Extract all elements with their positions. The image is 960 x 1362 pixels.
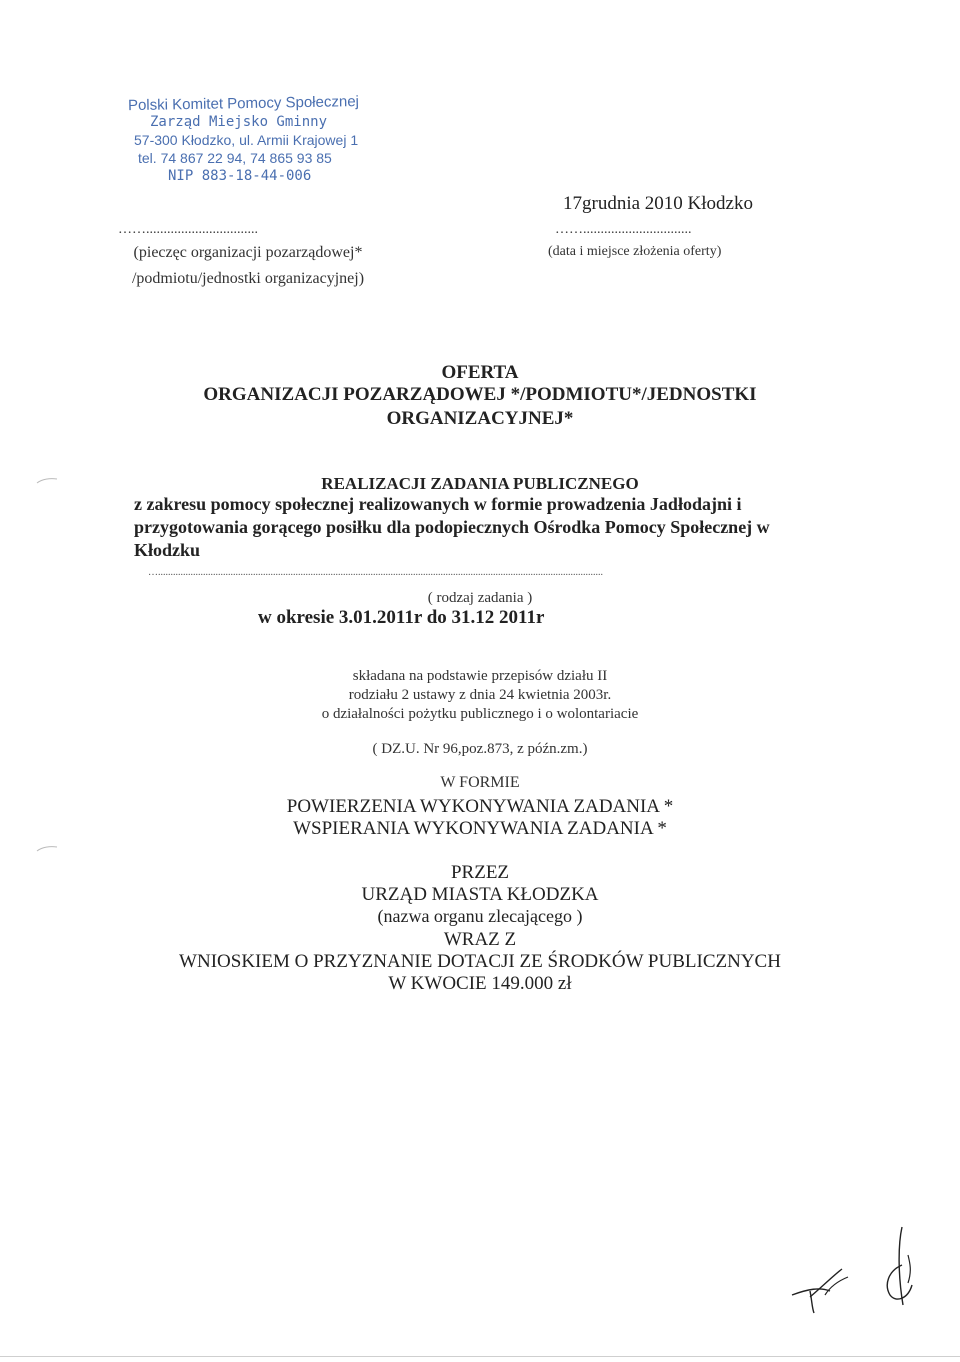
seal-dotted-line: ……................................ — [118, 222, 258, 237]
request-label: WRAZ Z — [443, 929, 517, 950]
stamp-line: Polski Komitet Pomocy Społecznej — [127, 93, 360, 115]
authority-name: URZĄD MIASTA KŁODZKA — [361, 884, 599, 905]
date-dotted-line: ……............................... — [555, 222, 692, 237]
task-caption: ( rodzaj zadania ) — [427, 590, 533, 606]
legal-line: składana na podstawie przepisów działu II — [352, 668, 608, 684]
legal-line: rodziału 2 ustawy z dnia 24 kwietnia 2003r. — [348, 687, 612, 703]
task-period: w okresie 3.01.2011r do 31.12 2011r — [258, 607, 545, 628]
legal-reference: ( DZ.U. Nr 96,poz.873, z późn.zm.) — [372, 741, 588, 757]
form-option: WSPIERANIA WYKONYWANIA ZADANIA * — [293, 818, 667, 839]
form-label: W FORMIE — [440, 774, 520, 791]
date-place-value: 17grudnia 2010 Kłodzko — [563, 193, 753, 214]
seal-caption: (pieczęc organizacji pozarządowej* /podmiotu/jednostki organizacyjnej) — [131, 244, 365, 287]
stamp-line: NIP 883-18-44-006 — [168, 168, 312, 184]
stamp-line: Zarząd Miejsko Gminny — [150, 114, 328, 130]
document-subtitle: ORGANIZACYJNEJ* — [386, 408, 574, 429]
date-place-caption: (data i miejsce złożenia oferty) — [548, 244, 722, 259]
handwritten-initials — [790, 1205, 940, 1315]
legal-line: o działalności pożytku publicznego i o wolontariacie — [321, 706, 639, 722]
legal-basis — [0, 667, 960, 724]
organization-stamp — [128, 95, 368, 185]
page-edge — [0, 1356, 960, 1357]
task-heading: REALIZACJI ZADANIA PUBLICZNEGO — [321, 474, 639, 493]
authority-caption: (nazwa organu zlecającego ) — [377, 906, 583, 926]
request-text: WNIOSKIEM O PRZYZNANIE DOTACJI ZE ŚRODKÓW PUBLICZNYCH — [179, 951, 781, 972]
stamp-line: 57-300 Kłodzko, ul. Armii Krajowej 1 — [134, 132, 359, 148]
scan-mark — [36, 846, 58, 852]
form-option: POWIERZENIA WYKONYWANIA ZADANIA * — [286, 796, 674, 817]
stamp-line: tel. 74 867 22 94, 74 865 93 85 — [138, 150, 332, 166]
task-description: z zakresu pomocy społecznej realizowanych w formie prowadzenia Jadłodajni i przygotowania gorącego posiłku dla podopiecznych Ośrodka Pomocy Społecznej w Kłodzku — [134, 494, 770, 560]
request-amount: W KWOCIE 149.000 zł — [388, 973, 572, 994]
document-title: OFERTA — [441, 362, 519, 383]
authority-label: PRZEZ — [450, 862, 510, 883]
task-dotted-line: ….................................................................................................................................................................................. — [148, 567, 603, 578]
document-subtitle: ORGANIZACJI POZARZĄDOWEJ */PODMIOTU*/JEDNOSTKI — [203, 384, 757, 405]
scan-mark — [36, 478, 58, 484]
